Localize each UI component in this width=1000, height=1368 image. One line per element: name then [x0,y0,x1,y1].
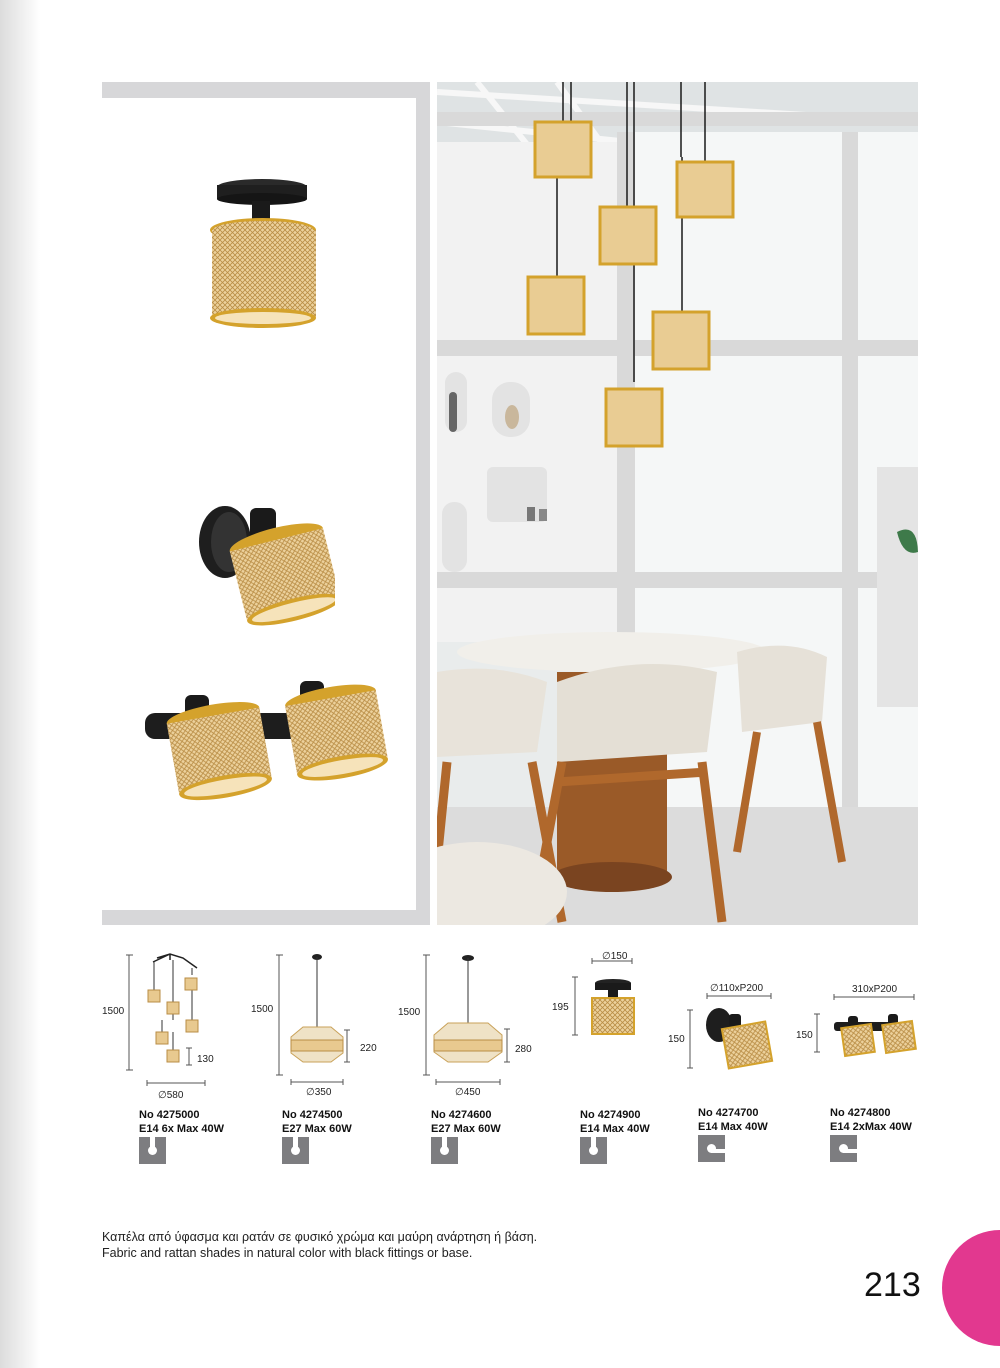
drawing-4274800 [812,990,922,1060]
height-label: 1500 [102,1006,125,1017]
width-label: 310xP200 [852,984,898,995]
ceiling-mount-icon [580,1137,607,1164]
height-label: 150 [796,1030,813,1041]
description-text [102,1229,537,1261]
product-code-block [139,1108,224,1136]
width-label: ∅450 [455,1087,481,1098]
product-code-block [431,1108,501,1136]
shade-height-label: 220 [360,1043,377,1054]
height-label: 1500 [251,1004,274,1015]
product-code: No 4274700 [698,1107,759,1119]
wall-mount-icon [830,1135,857,1162]
product-code-block [580,1108,650,1136]
product-spec: E14 Max 40W [698,1121,768,1133]
product-spec: E14 6x Max 40W [139,1123,224,1135]
interior-photo [437,82,918,925]
page-number: 213 [864,1266,921,1304]
product-code: No 4274800 [830,1107,891,1119]
product-code-block [698,1106,768,1134]
product-spec: E27 Max 60W [431,1123,501,1135]
product-code-block [282,1108,352,1136]
description-greek: Καπέλα από ύφασμα και ρατάν σε φυσικό χρώμα και μαύρη ανάρτηση ή βάση. [102,1230,538,1244]
pendant-mount-icon [431,1137,458,1164]
wall-lamp-double-image [140,675,390,810]
pendant-mount-icon [282,1137,309,1164]
width-label: ∅580 [158,1090,184,1101]
width-label: ∅350 [306,1087,332,1098]
drawing-4275000 [125,950,215,1090]
product-spec: E14 Max 40W [580,1123,650,1135]
wall-lamp-single-image [195,500,335,628]
pendant-mount-icon [139,1137,166,1164]
product-code: No 4275000 [139,1109,200,1121]
wall-mount-icon [698,1135,725,1162]
drawing-4274500 [275,950,355,1090]
product-code: No 4274900 [580,1109,641,1121]
ceiling-lamp-image [200,175,325,330]
product-code: No 4274600 [431,1109,492,1121]
shade-height-label: 130 [197,1054,214,1065]
width-label: ∅110xP200 [710,983,764,994]
page-edge-shadow [0,0,40,1368]
product-code: No 4274500 [282,1109,343,1121]
description-english: Fabric and rattan shades in natural color with black fittings or base. [102,1246,473,1260]
width-label: ∅150 [602,951,628,962]
product-spec: E14 2xMax 40W [830,1121,912,1133]
height-label: 195 [552,1002,569,1013]
drawing-4274600 [420,950,515,1090]
product-code-block [830,1106,912,1134]
page-accent-circle [942,1230,1000,1346]
shade-height-label: 280 [515,1044,532,1055]
height-label: 1500 [398,1007,421,1018]
product-spec: E27 Max 60W [282,1123,352,1135]
height-label: 150 [668,1034,685,1045]
drawing-4274900 [570,955,650,1045]
drawing-4274700 [685,990,775,1075]
